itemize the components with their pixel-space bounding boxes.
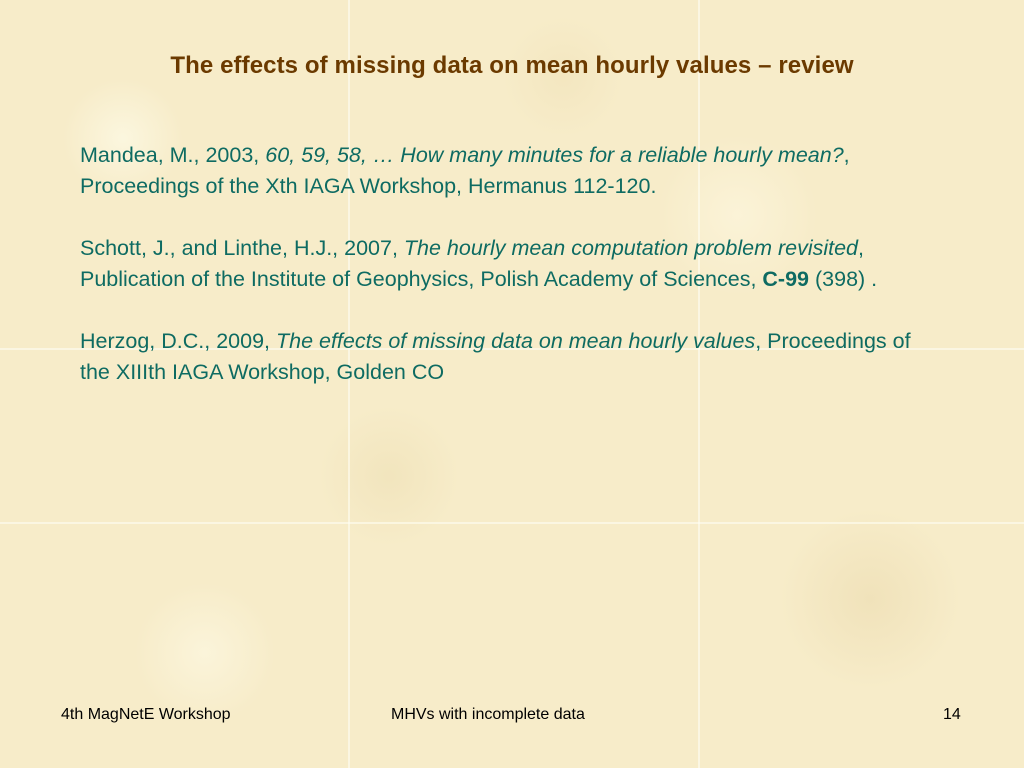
reference-volume: C-99: [762, 267, 810, 291]
reference-source: , Publication of the Institute of Geophysics, Polish Academy of Sciences,: [80, 236, 864, 291]
reference-list: [80, 140, 930, 419]
reference-title: The hourly mean computation problem revisited: [403, 236, 859, 260]
reference-source: , Proceedings of the Xth IAGA Workshop, Hermanus 112-120.: [80, 143, 850, 198]
reference-item: [80, 140, 930, 202]
slide-title: The effects of missing data on mean hourly values – review: [170, 52, 854, 79]
reference-source: , Proceedings of the XIIIth IAGA Workshop, Golden CO: [80, 329, 911, 384]
footer-workshop: 4th MagNetE Workshop: [61, 706, 231, 723]
slide-number: 14: [943, 706, 961, 723]
reference-item: [80, 233, 930, 295]
reference-pages: (398) .: [809, 267, 878, 291]
background-seam: [0, 522, 1024, 524]
reference-authors: Herzog, D.C., 2009,: [80, 329, 276, 353]
footer-topic: MHVs with incomplete data: [391, 706, 585, 723]
reference-title: The effects of missing data on mean hourly values: [275, 329, 756, 353]
reference-authors: Schott, J., and Linthe, H.J., 2007,: [80, 236, 404, 260]
reference-authors: Mandea, M., 2003,: [80, 143, 266, 167]
reference-item: [80, 326, 930, 388]
reference-title: 60, 59, 58, … How many minutes for a reliable hourly mean?: [265, 143, 844, 167]
